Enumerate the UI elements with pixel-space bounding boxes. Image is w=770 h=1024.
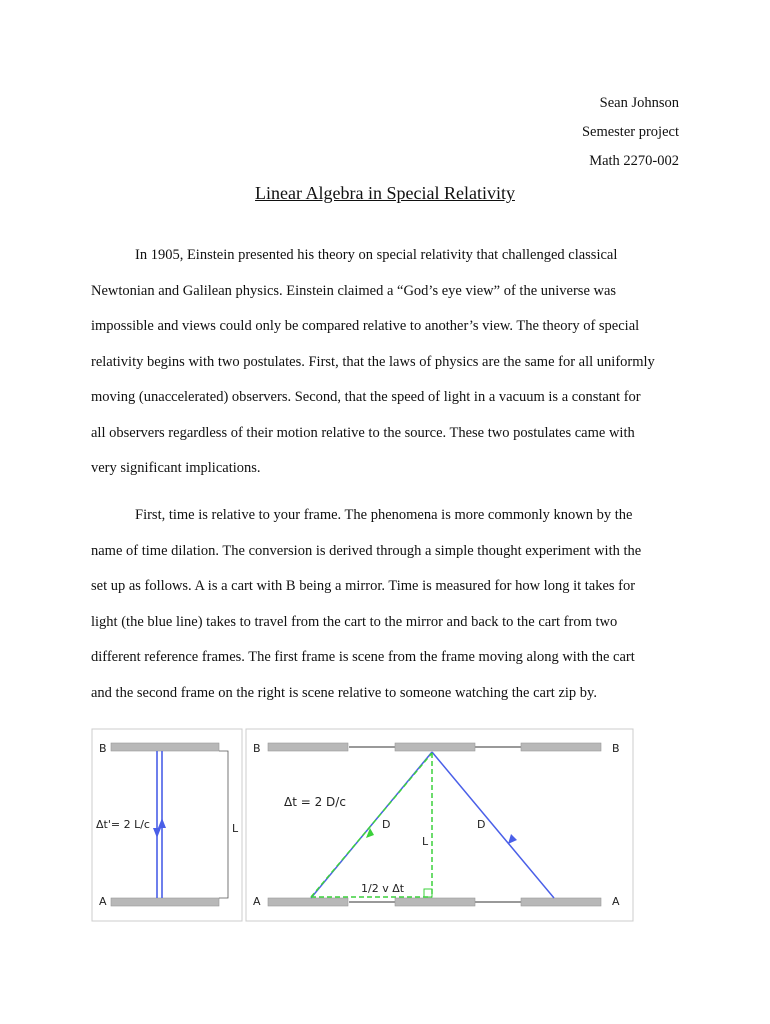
right-label-a-right: A (612, 895, 620, 908)
half-base-label: 1/2 v Δt (361, 882, 405, 895)
paragraph-line: Newtonian and Galilean physics. Einstein claimed a “God’s eye view” of the universe was (91, 282, 617, 299)
paragraph-line: In 1905, Einstein presented his theory on special relativity that challenged classical (135, 247, 618, 263)
paragraph-line: all observers regardless of their motion relative to the source. These two postulates came with (91, 424, 635, 441)
mirror-b-end (521, 743, 601, 751)
left-mirror-b (111, 743, 219, 751)
mirror-b-start (268, 743, 348, 751)
course-label: Math 2270-002 (589, 153, 679, 169)
right-label-b-right: B (612, 742, 620, 755)
height-label: L (422, 835, 429, 848)
time-dilation-diagram (91, 728, 635, 922)
paragraph-line: moving (unaccelerated) observers. Second, that the speed of light in a vacuum is a constant for (91, 389, 641, 405)
paragraph-line: name of time dilation. The conversion is derived through a simple thought experiment with the (91, 542, 642, 559)
time-dilation-figure (91, 728, 635, 922)
left-cart-a (111, 898, 219, 906)
paragraph-line: very significant implications. (91, 460, 261, 476)
paragraph-line: set up as follows. A is a cart with B being a mirror. Time is measured for how long it takes for (91, 578, 636, 594)
right-equation: Δt = 2 D/c (284, 795, 346, 809)
left-label-b: B (99, 742, 107, 755)
d-label-left: D (382, 818, 391, 831)
paragraph-line: light (the blue line) takes to travel from the cart to the mirror and back to the cart from two (91, 613, 618, 630)
paragraph-line: impossible and views could only be compared relative to another’s view. The theory of special (91, 318, 640, 334)
paragraph-line: and the second frame on the right is scene relative to someone watching the cart zip by. (91, 684, 597, 701)
document-title: Linear Algebra in Special Relativity (255, 183, 515, 203)
right-label-b-left: B (253, 742, 261, 755)
paragraph-line: First, time is relative to your frame. The phenomena is more commonly known by the (135, 507, 633, 523)
cart-a-mid (395, 898, 475, 906)
paragraph-line: relativity begins with two postulates. First, that the laws of physics are the same for all uniformly (91, 353, 655, 370)
mirror-b-mid (395, 743, 475, 751)
left-label-a: A (99, 895, 107, 908)
d-label-right: D (477, 818, 486, 831)
right-label-a-left: A (253, 895, 261, 908)
cart-a-end (521, 898, 601, 906)
paragraph-line: different reference frames. The first frame is scene from the frame moving along with the cart (91, 649, 635, 665)
cart-a-start (268, 898, 348, 906)
right-panel-frame (246, 729, 633, 921)
project-label: Semester project (581, 124, 679, 140)
left-length-label: L (232, 822, 239, 835)
left-equation: Δt'= 2 L/c (96, 818, 150, 831)
author-name: Sean Johnson (599, 95, 679, 111)
